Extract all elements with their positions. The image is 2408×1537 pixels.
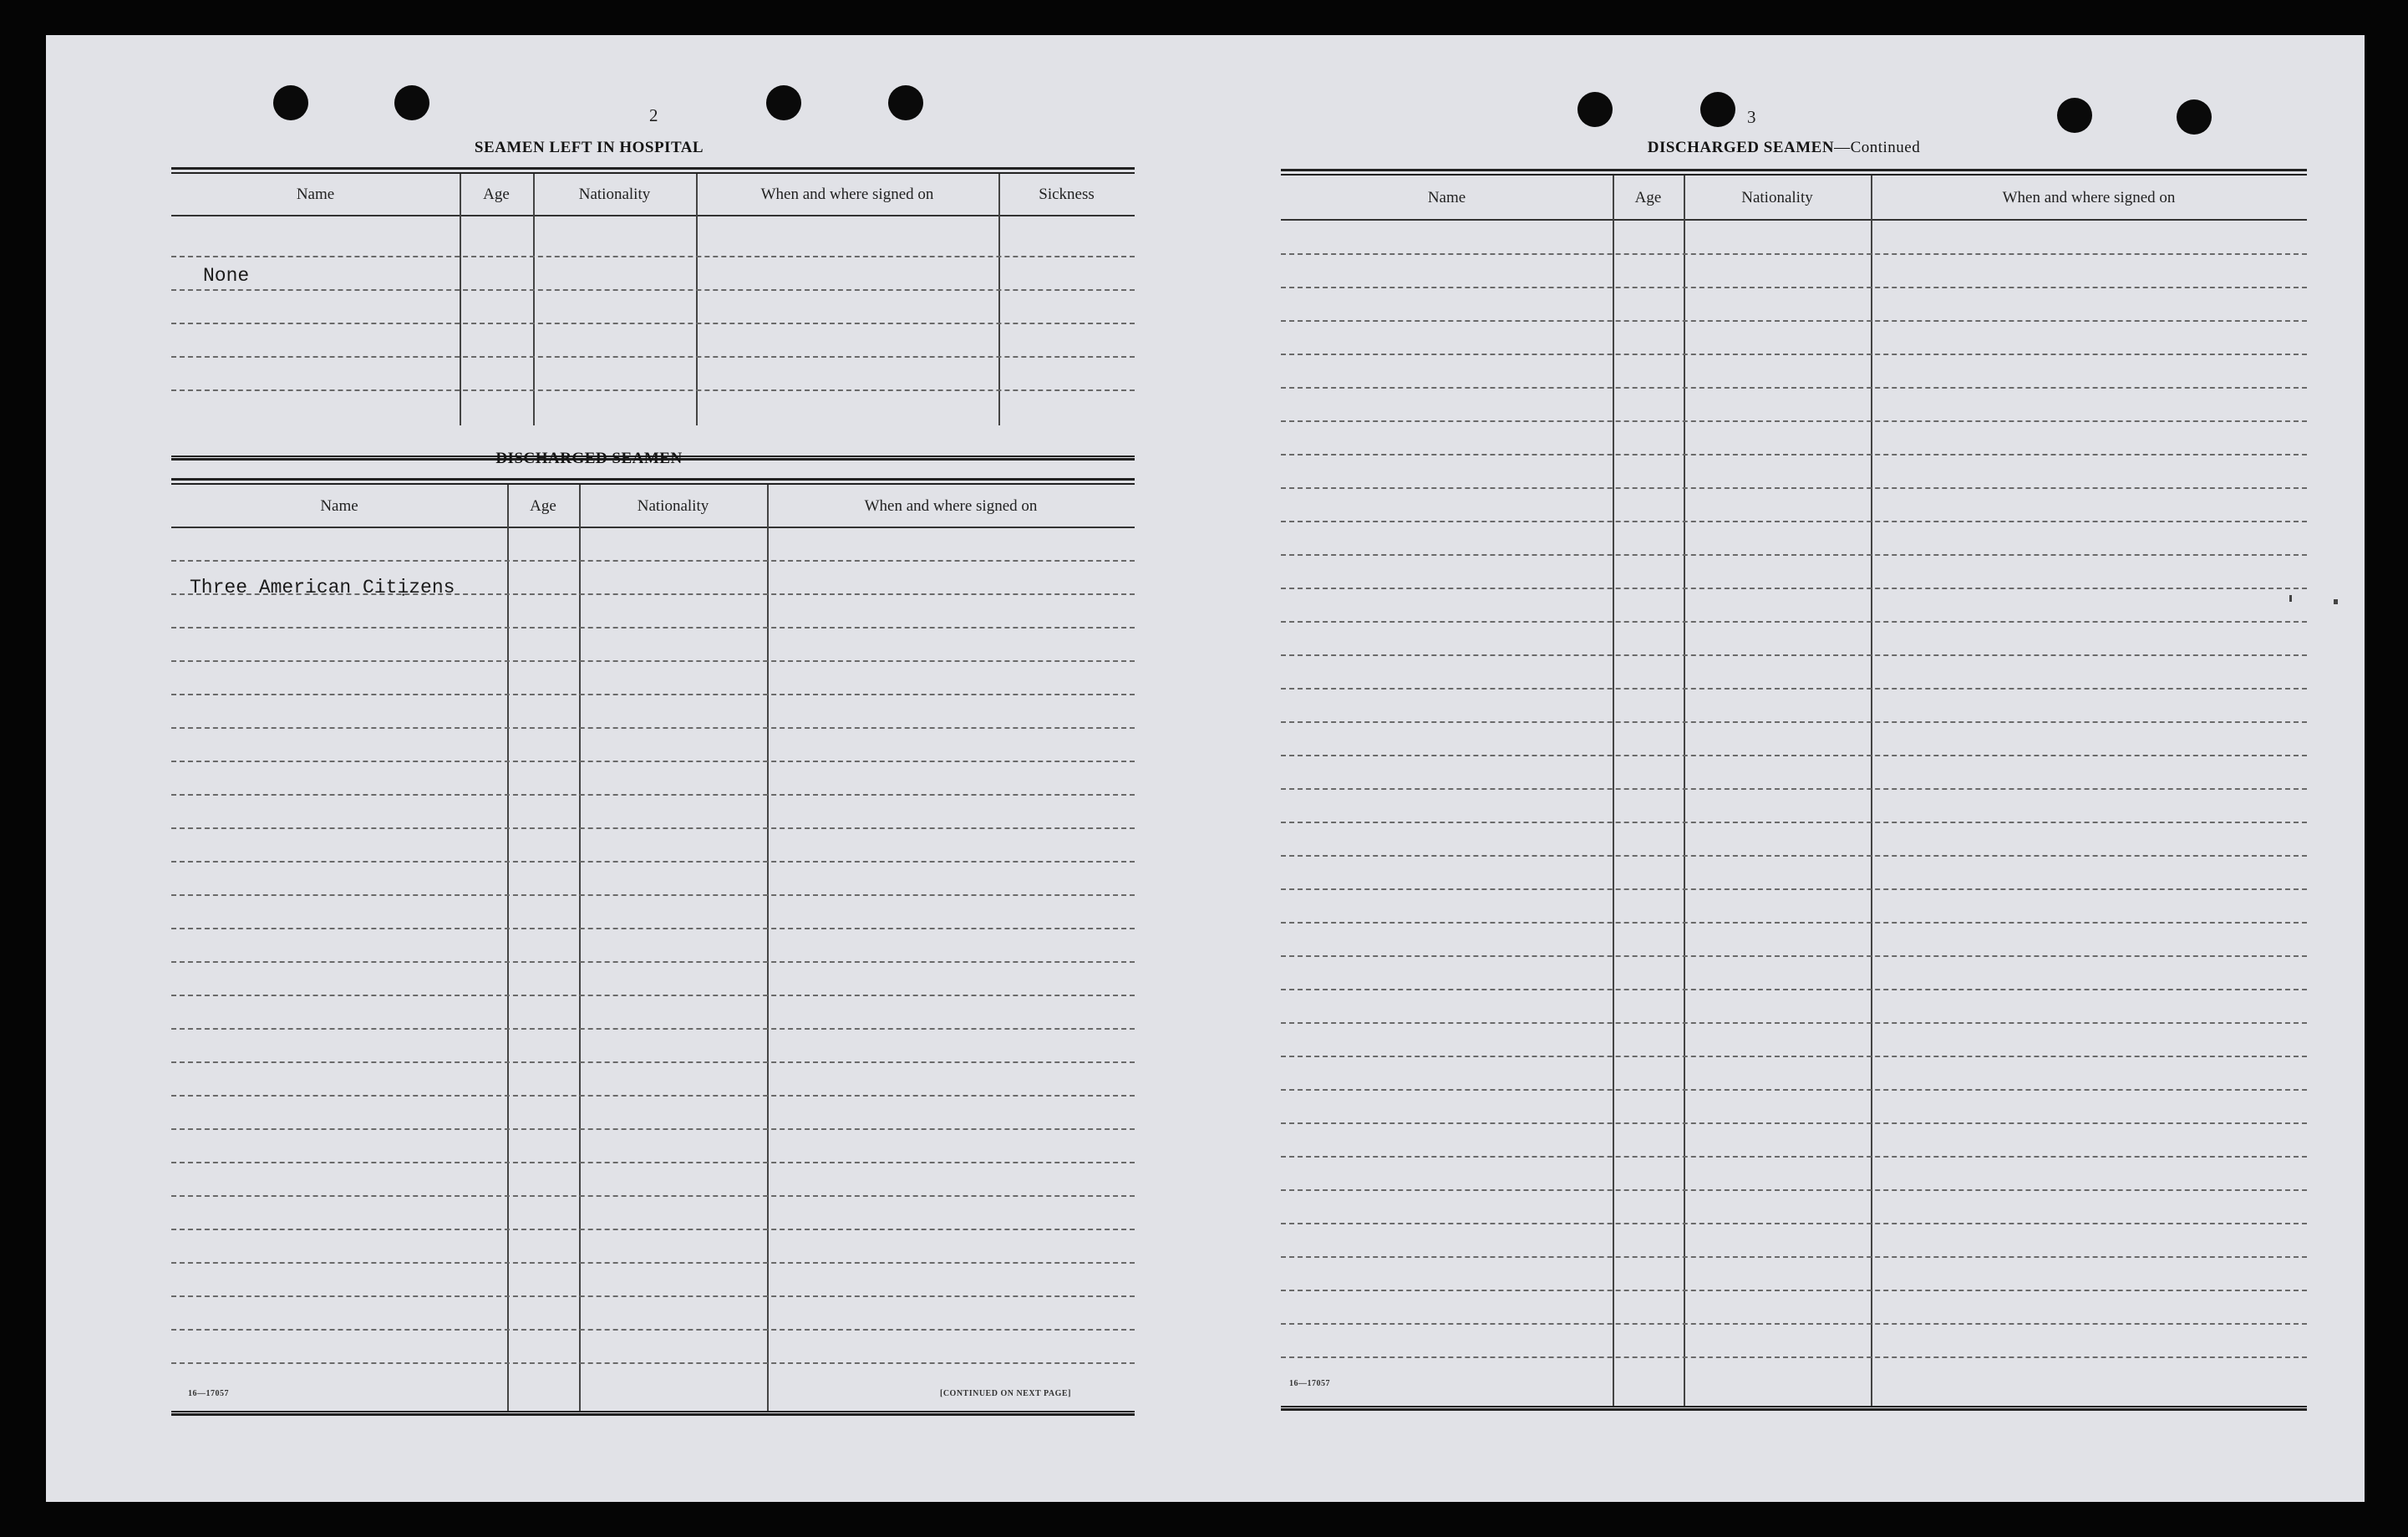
punch-hole — [766, 85, 801, 120]
discharged-table-left — [171, 478, 1135, 1421]
table-row — [171, 289, 1135, 291]
table-row — [1281, 1256, 2307, 1258]
table-row — [171, 827, 1135, 829]
table-row — [171, 694, 1135, 695]
column-header-age: Age — [483, 186, 510, 203]
continued-note: [CONTINUED ON NEXT PAGE] — [940, 1389, 1071, 1398]
column-header-nationality: Nationality — [637, 497, 709, 515]
table-row — [1281, 487, 2307, 489]
table-row — [1281, 955, 2307, 957]
punch-hole — [1700, 92, 1735, 127]
discharged-entry-name: Three American Citịzens — [190, 577, 455, 598]
scan-speck — [2289, 595, 2292, 602]
table-row — [1281, 1089, 2307, 1091]
table-row — [1281, 888, 2307, 890]
form-number-right: 16—17057 — [1289, 1379, 1330, 1388]
table-row — [1281, 621, 2307, 623]
table-row — [171, 928, 1135, 929]
column-header-signed-on: When and where signed on — [2002, 189, 2176, 206]
column-header-name: Name — [296, 186, 335, 203]
table-row — [171, 560, 1135, 562]
table-row — [1281, 989, 2307, 990]
table-row — [171, 1262, 1135, 1264]
table-row — [1281, 588, 2307, 589]
discharged-continued-title-suffix: —Continued — [1834, 139, 1921, 156]
scan-speck — [2334, 599, 2338, 604]
table-row — [1281, 1223, 2307, 1224]
discharged-continued-title — [1550, 139, 2018, 157]
table-row — [171, 660, 1135, 662]
table-row — [1281, 855, 2307, 857]
table-row — [1281, 688, 2307, 690]
table-row — [1281, 1156, 2307, 1158]
table-row — [1281, 922, 2307, 924]
column-header-name: Name — [1427, 189, 1466, 206]
discharged-table-right — [1281, 169, 2307, 1414]
table-row — [1281, 1189, 2307, 1191]
table-row — [171, 894, 1135, 896]
table-row — [1281, 454, 2307, 456]
table-row — [171, 794, 1135, 796]
table-row — [1281, 1022, 2307, 1024]
table-row — [171, 1028, 1135, 1030]
form-number-left: 16—17057 — [188, 1389, 229, 1398]
table-row — [1281, 1356, 2307, 1358]
discharged-section-title: DISCHARGED SEAMEN — [495, 450, 683, 467]
table-row — [1281, 387, 2307, 389]
table-row — [1281, 354, 2307, 355]
table-row — [171, 1229, 1135, 1230]
column-header-sickness: Sickness — [1039, 186, 1095, 203]
table-row — [171, 389, 1135, 391]
table-row — [1281, 755, 2307, 756]
table-row — [1281, 822, 2307, 823]
page-number-right: 3 — [1747, 107, 1756, 127]
column-header-signed-on: When and where signed on — [864, 497, 1038, 515]
table-row — [1281, 287, 2307, 288]
table-row — [1281, 1290, 2307, 1291]
table-row — [1281, 1122, 2307, 1124]
table-row — [1281, 1323, 2307, 1325]
table-row — [1281, 654, 2307, 656]
punch-hole — [273, 85, 308, 120]
punch-hole — [2177, 99, 2212, 135]
table-row — [171, 256, 1135, 257]
table-row — [171, 761, 1135, 762]
column-header-name: Name — [320, 497, 358, 515]
table-row — [171, 995, 1135, 996]
document-page — [46, 35, 2365, 1502]
hospital-entry-name: None — [203, 265, 250, 287]
hospital-table — [171, 167, 1135, 466]
table-row — [1281, 420, 2307, 422]
table-row — [1281, 554, 2307, 556]
table-row — [171, 1329, 1135, 1331]
table-row — [1281, 521, 2307, 522]
table-row — [171, 1362, 1135, 1364]
column-header-nationality: Nationality — [1741, 189, 1813, 206]
hospital-section-title: SEAMEN LEFT IN HOSPITAL — [474, 139, 704, 156]
page-number-left: 2 — [649, 105, 658, 125]
table-row — [171, 1128, 1135, 1130]
punch-hole — [888, 85, 923, 120]
punch-hole — [394, 85, 429, 120]
column-header-age: Age — [530, 497, 556, 515]
table-row — [1281, 788, 2307, 790]
table-row — [171, 727, 1135, 729]
table-row — [1281, 253, 2307, 255]
table-row — [171, 861, 1135, 863]
table-row — [171, 1095, 1135, 1097]
column-header-signed-on: When and where signed on — [760, 186, 934, 203]
punch-hole — [2057, 98, 2092, 133]
table-row — [171, 323, 1135, 324]
column-header-age: Age — [1634, 189, 1662, 206]
table-row — [171, 1162, 1135, 1163]
table-row — [171, 1295, 1135, 1297]
table-row — [171, 1061, 1135, 1063]
table-row — [171, 961, 1135, 963]
table-row — [1281, 320, 2307, 322]
table-row — [171, 356, 1135, 358]
table-row — [171, 627, 1135, 629]
discharged-continued-title-main: DISCHARGED SEAMEN — [1647, 139, 1835, 156]
table-row — [1281, 1056, 2307, 1057]
table-row — [171, 1195, 1135, 1197]
table-row — [1281, 721, 2307, 723]
column-header-nationality: Nationality — [578, 186, 651, 203]
punch-hole — [1577, 92, 1613, 127]
